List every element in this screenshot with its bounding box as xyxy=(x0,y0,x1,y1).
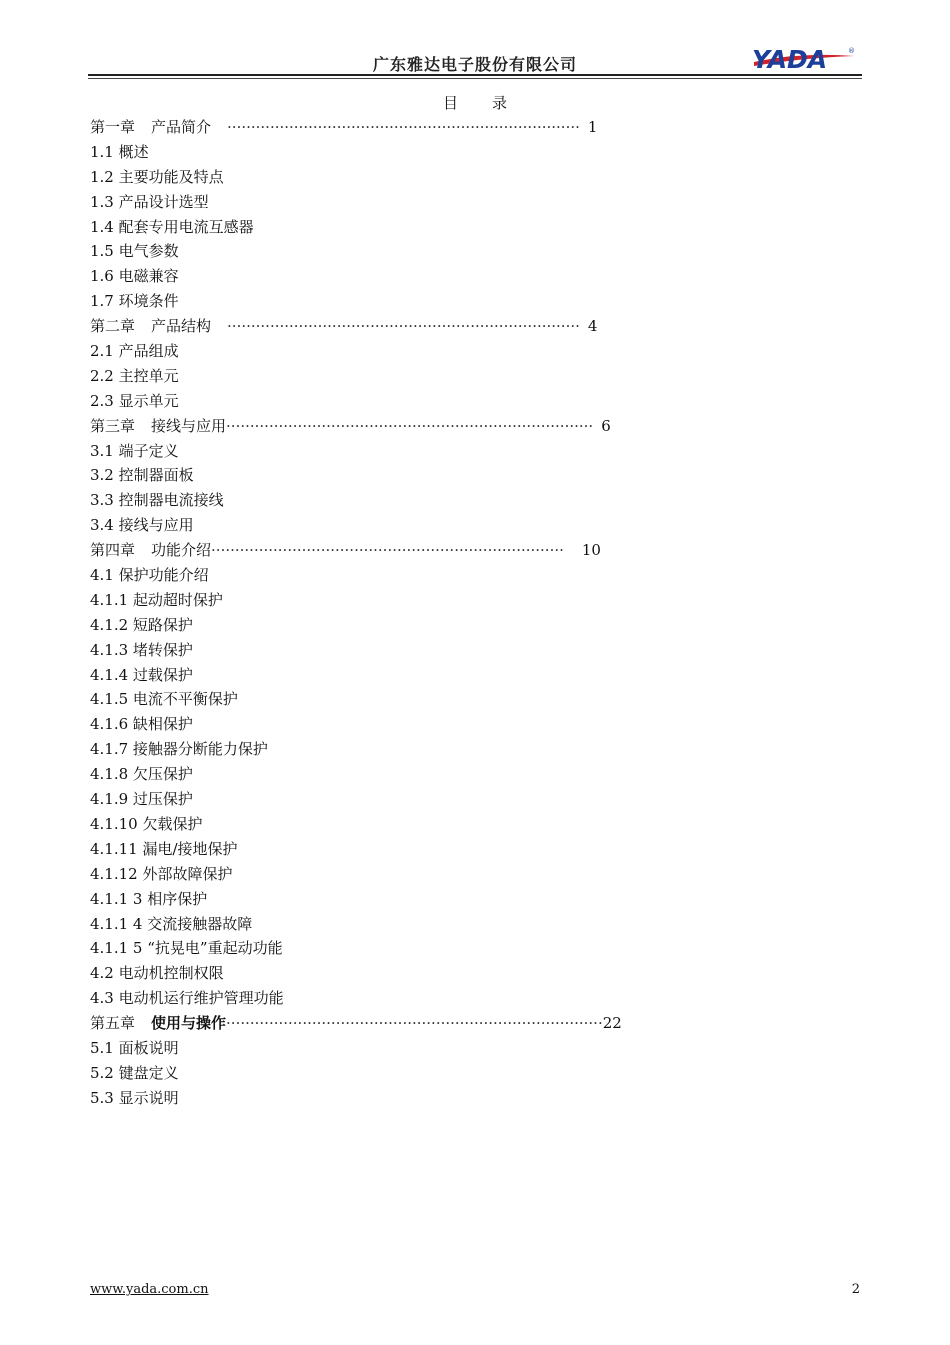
leader-dots: ··············································································· xyxy=(226,1014,603,1033)
toc-item[interactable]: 4.1.10 欠载保护 xyxy=(90,814,203,833)
toc-item[interactable]: 3.4 接线与应用 xyxy=(90,516,194,535)
toc-item[interactable]: 4.1 保护功能介绍 xyxy=(90,566,209,585)
chapter-number: 第四章 xyxy=(90,541,136,560)
leader-dots: ·········································································· xyxy=(227,317,580,336)
chapter-page: 4 xyxy=(587,317,598,336)
toc-item[interactable]: 4.1.8 欠压保护 xyxy=(90,765,193,784)
toc-item[interactable]: 4.1.1 5 “抗晃电”重起动功能 xyxy=(90,939,283,958)
toc-chapter-1[interactable] xyxy=(90,115,790,140)
chapter-title: 产品结构 xyxy=(151,317,212,336)
toc-chapter-3[interactable] xyxy=(90,414,790,439)
table-of-contents xyxy=(90,115,790,1111)
header-rule-thin xyxy=(88,78,862,79)
leader-dots: ·········································································· xyxy=(211,541,564,560)
chapter-page: 10 xyxy=(581,541,601,560)
toc-item[interactable]: 4.1.3 堵转保护 xyxy=(90,640,193,659)
chapter-number: 第三章 xyxy=(90,416,136,435)
toc-item[interactable]: 1.2 主要功能及特点 xyxy=(90,167,224,186)
logo-registered-mark: ® xyxy=(848,47,855,55)
toc-item[interactable]: 4.1.6 缺相保护 xyxy=(90,715,193,734)
toc-item[interactable]: 4.3 电动机运行维护管理功能 xyxy=(90,989,284,1008)
toc-chapter-2[interactable] xyxy=(90,314,790,339)
yada-logo xyxy=(750,42,858,74)
chapter-page: 1 xyxy=(587,118,598,136)
toc-item[interactable]: 1.6 电磁兼容 xyxy=(90,267,179,286)
toc-chapter-5[interactable] xyxy=(90,1011,790,1036)
chapter-number: 第一章 xyxy=(90,118,136,136)
toc-item[interactable]: 4.1.7 接触器分断能力保护 xyxy=(90,740,268,759)
logo-text: YADA xyxy=(752,45,828,74)
chapter-page: 6 xyxy=(601,416,611,435)
page-number: 2 xyxy=(851,1282,860,1297)
toc-item[interactable]: 4.1.11 漏电/接地保护 xyxy=(90,839,238,858)
toc-item[interactable]: 1.5 电气参数 xyxy=(90,242,179,261)
toc-title-char-2: 录 xyxy=(492,94,508,112)
chapter-title: 使用与操作 xyxy=(151,1014,227,1033)
chapter-page: 22 xyxy=(602,1014,622,1033)
toc-item[interactable]: 3.3 控制器电流接线 xyxy=(90,491,224,510)
toc-item[interactable]: 4.1.1 3 相序保护 xyxy=(90,889,208,908)
toc-item[interactable]: 5.3 显示说明 xyxy=(90,1088,179,1107)
header-rule xyxy=(88,74,862,76)
toc-item[interactable]: 4.2 电动机控制权限 xyxy=(90,964,224,983)
toc-item[interactable]: 4.1.5 电流不平衡保护 xyxy=(90,690,238,709)
chapter-title: 产品简介 xyxy=(151,118,212,136)
page-header xyxy=(88,40,862,78)
toc-item[interactable]: 4.1.1 起动超时保护 xyxy=(90,590,223,609)
toc-item[interactable]: 5.2 键盘定义 xyxy=(90,1063,179,1082)
toc-title-char-1: 目 xyxy=(442,94,458,112)
chapter-number: 第五章 xyxy=(90,1014,136,1033)
toc-item[interactable]: 5.1 面板说明 xyxy=(90,1038,179,1057)
toc-item[interactable]: 2.2 主控单元 xyxy=(90,366,179,385)
toc-item[interactable]: 2.1 产品组成 xyxy=(90,342,179,361)
toc-item[interactable]: 3.1 端子定义 xyxy=(90,441,179,460)
chapter-title: 接线与应用 xyxy=(151,416,227,435)
toc-item[interactable]: 1.3 产品设计选型 xyxy=(90,192,209,211)
chapter-title: 功能介绍 xyxy=(151,541,212,560)
toc-item[interactable]: 2.3 显示单元 xyxy=(90,391,179,410)
toc-item[interactable]: 1.1 概述 xyxy=(90,142,149,161)
toc-item[interactable]: 4.1.9 过压保护 xyxy=(90,790,193,809)
toc-item[interactable]: 4.1.2 短路保护 xyxy=(90,615,193,634)
toc-item[interactable]: 4.1.4 过载保护 xyxy=(90,665,193,684)
leader-dots: ············································································· xyxy=(226,416,594,435)
toc-chapter-4[interactable] xyxy=(90,538,790,563)
toc-item[interactable]: 4.1.12 外部故障保护 xyxy=(90,864,233,883)
company-name: 广东雅达电子股份有限公司 xyxy=(372,55,577,74)
footer-website-link[interactable]: www.yada.com.cn xyxy=(90,1282,209,1297)
toc-item[interactable]: 1.4 配套专用电流互感器 xyxy=(90,217,254,236)
toc-item[interactable]: 3.2 控制器面板 xyxy=(90,466,194,485)
toc-title xyxy=(0,92,950,113)
toc-item[interactable]: 1.7 环境条件 xyxy=(90,292,179,311)
leader-dots: ·········································································· xyxy=(227,118,580,136)
chapter-number: 第二章 xyxy=(90,317,136,336)
toc-item[interactable]: 4.1.1 4 交流接触器故障 xyxy=(90,914,253,933)
